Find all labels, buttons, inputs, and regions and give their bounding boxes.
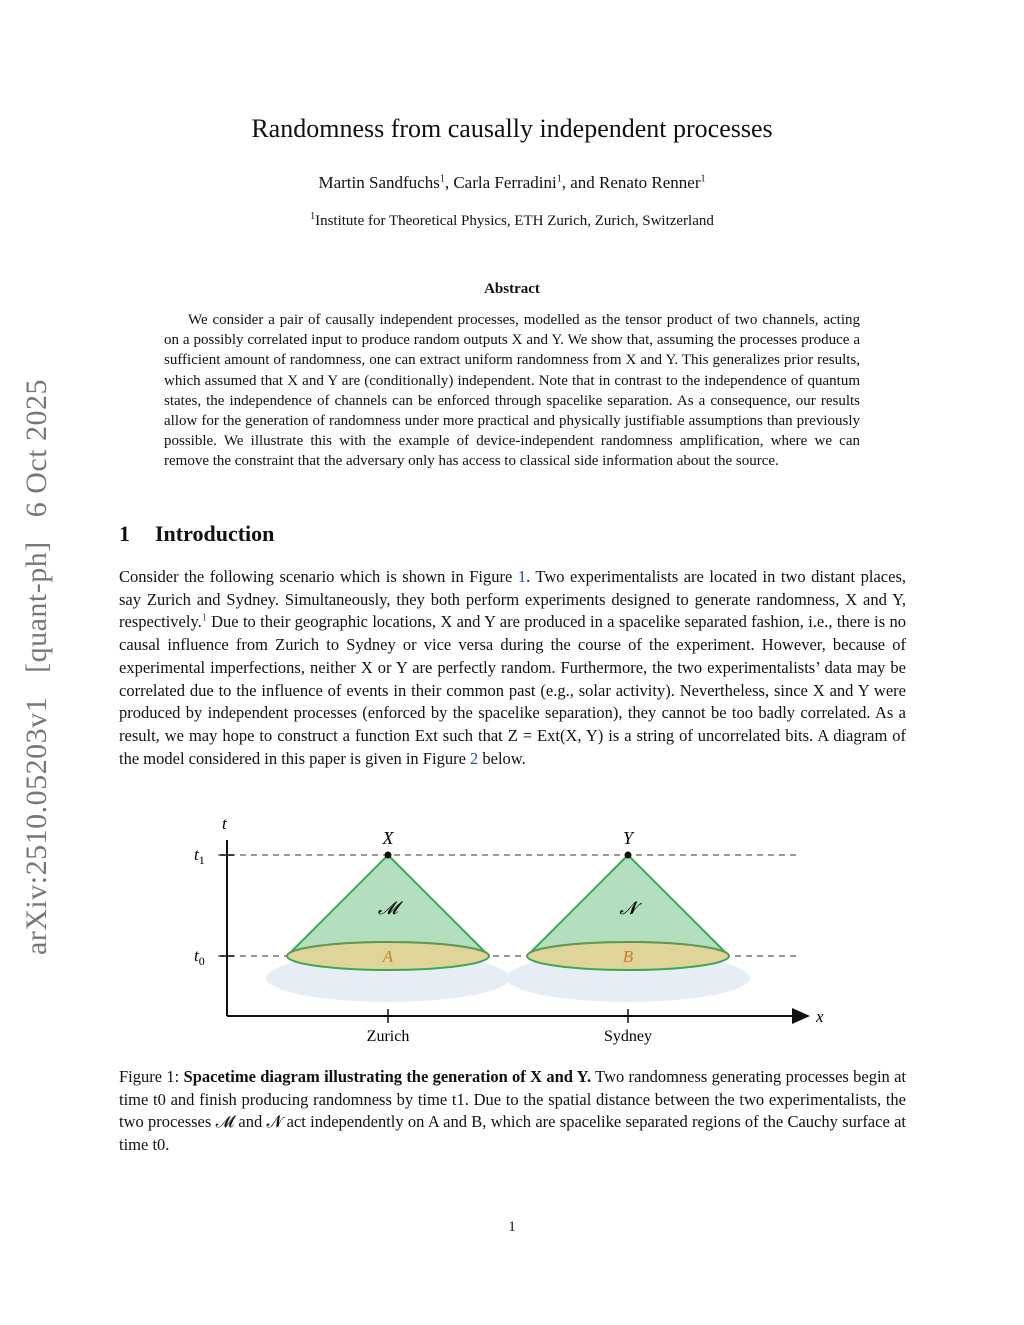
spacetime-diagram <box>0 810 1024 1055</box>
arxiv-category: [quant-ph] <box>20 541 53 673</box>
region-b-label: B <box>622 947 634 966</box>
author-name: Renato Renner <box>599 173 701 192</box>
footnote-link[interactable]: 1 <box>201 612 207 624</box>
t0-label-base: t <box>194 946 199 965</box>
arxiv-id: arXiv:2510.05203v1 <box>20 696 53 956</box>
author-affiliation-mark: 1 <box>556 173 562 185</box>
t1-label <box>194 845 205 867</box>
t1-label-base: t <box>194 845 199 864</box>
sydney-label: Sydney <box>604 1028 652 1045</box>
right-apex-point <box>625 852 632 859</box>
t1-label-subscript: 1 <box>198 853 205 867</box>
author-name: Carla Ferradini <box>453 173 557 192</box>
arxiv-date: 6 Oct 2025 <box>20 378 53 518</box>
process-n-label: 𝓝 <box>619 898 637 918</box>
figure-caption <box>119 1066 906 1157</box>
author-separator: , and <box>561 173 600 192</box>
intro-text: Due to their geographic locations, X and Y are produced in a spacelike separated fashion, i.e., there is no causal influence from Zurich to Sydney or vice versa during the course of the experiment. However, because of experimental imperfections, neither X or Y are perfectly random. Furthermore, the two experimentalists’ data may be correlated due to the influence of events in their common past (e.g., solar activity). Nevertheless, since X and Y were produced by independent processes (enforced by the spacelike separation), they cannot be too badly correlated. As a result, we may hope to construct a function Ext such that Z = Ext(X, Y) is a string of uncorrelated bits. A diagram of the model considered in this paper is given in Figure <box>119 612 906 768</box>
zurich-label: Zurich <box>366 1028 410 1045</box>
section-number: 1 <box>119 521 130 546</box>
t-axis-label: t <box>222 814 227 833</box>
affiliation-mark: 1 <box>310 211 316 222</box>
abstract-body <box>164 310 860 472</box>
intro-paragraph <box>119 566 906 770</box>
author-affiliation-mark: 1 <box>700 173 706 185</box>
output-y-label: Y <box>622 828 634 848</box>
author-name: Martin Sandfuchs <box>318 173 440 192</box>
process-m-label: 𝓜 <box>377 898 399 918</box>
abstract-heading: Abstract <box>484 281 540 297</box>
affiliation <box>0 213 1024 230</box>
x-axis-label: x <box>816 1007 824 1026</box>
intro-text: below. <box>478 748 526 768</box>
figure-reference-link[interactable]: 1 <box>517 567 527 586</box>
page-number: 1 <box>508 1219 516 1235</box>
section-heading <box>119 521 274 547</box>
intro-text: . Two experimentalists are located in two distant places, say Zurich and Sydney. Simultaneously, they both perform experiments designed to generate randomness, X and Y, respectively. <box>119 567 906 632</box>
abstract-text: We consider a pair of causally independent processes, modelled as the tensor product of two channels, acting on a possibly correlated input to produce random outputs X and Y. We show that, assuming the processes produce a sufficient amount of randomness, one can extract uniform randomness from X and Y. This generalizes prior results, which assumed that X and Y are (conditionally) independent. Note that in contrast to the independence of quantum states, the independence of channels can be enforced through spacelike separation. As a consequence, our results allow for the generation of randomness under more practical and physically justifiable assumptions than previously possible. We illustrate this with the example of device-independent randomness amplification, where we can remove the constraint that the adversary only has access to classical side information about the source. <box>164 312 860 470</box>
t0-label-subscript: 0 <box>198 954 205 968</box>
output-x-label: X <box>382 828 394 848</box>
author-separator: , <box>444 173 454 192</box>
intro-text: Consider the following scenario which is shown in Figure <box>119 567 518 586</box>
paper-title: Randomness from causally independent processes <box>251 114 773 143</box>
caption-bold-title: Spacetime diagram illustrating the generation of X and Y. <box>183 1067 592 1086</box>
caption-text: Two randomness generating processes begin at time t0 and finish producing randomness by time t1. Due to the spatial distance between the two experimentalists, the two processes 𝓜 and 𝓝 act independently on A and B, which are spacelike separated regions of the Cauchy surface at time t0. <box>119 1067 906 1155</box>
figure-reference-link[interactable]: 2 <box>470 748 479 768</box>
author-list <box>0 173 1024 193</box>
caption-prefix: Figure 1: <box>119 1067 184 1086</box>
region-a-label: A <box>382 947 394 966</box>
section-title: Introduction <box>155 521 275 546</box>
affiliation-text: Institute for Theoretical Physics, ETH Zurich, Zurich, Switzerland <box>315 213 714 229</box>
t0-label <box>194 946 205 968</box>
left-apex-point <box>385 852 392 859</box>
author-affiliation-mark: 1 <box>439 173 445 185</box>
